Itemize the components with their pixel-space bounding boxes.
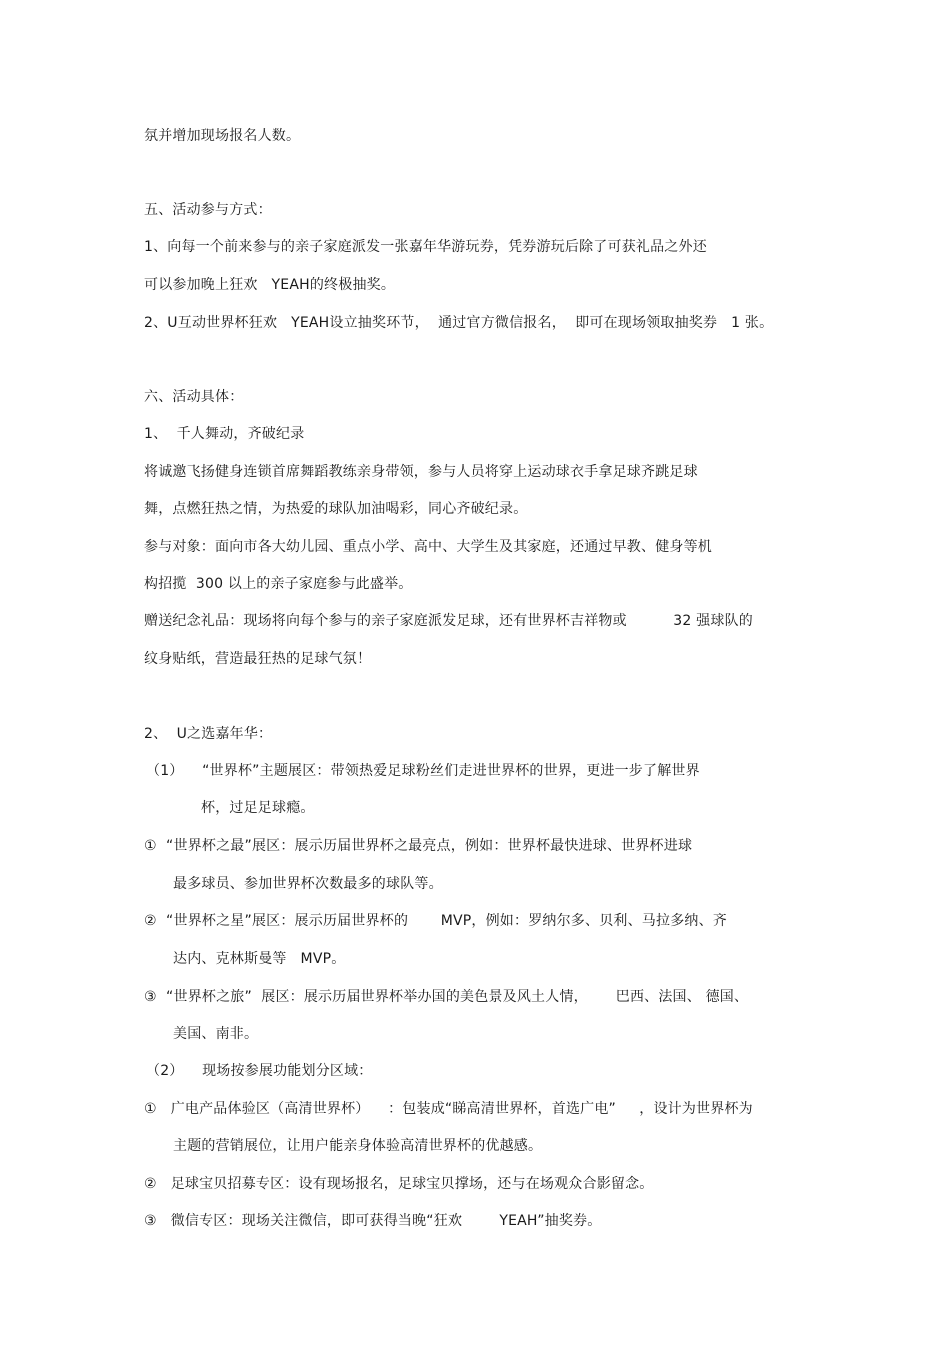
text-line: 舞，点燃狂热之情，为热爱的球队加油喝彩，同心齐破纪录。	[144, 501, 528, 517]
text-line: 2、U互动世界杯狂欢 YEAH设立抽奖环节， 通过官方微信报名， 即可在现场领取抽奖券 1 张。	[144, 315, 774, 331]
text-line: 杯，过足足球瘾。	[201, 800, 315, 816]
text-line: ③ 微信专区：现场关注微信，即可获得当晚“狂欢 YEAH”抽奖券。	[144, 1213, 602, 1229]
text-line: ① “世界杯之最”展区：展示历届世界杯之最亮点，例如：世界杯最快进球、世界杯进球	[144, 838, 693, 854]
section-heading: 五、活动参与方式：	[144, 202, 272, 218]
text-line: 纹身贴纸，营造最狂热的足球气氛！	[144, 651, 372, 667]
section-heading: 六、活动具体：	[144, 389, 244, 405]
text-line: 赠送纪念礼品：现场将向每个参与的亲子家庭派发足球，还有世界杯吉祥物或 32 强球队的	[144, 613, 753, 629]
text-line: 氛并增加现场报名人数。	[144, 128, 301, 144]
text-line: （2） 现场按参展功能划分区域：	[146, 1063, 373, 1079]
text-line: 参与对象：面向市各大幼儿园、重点小学、高中、大学生及其家庭，还通过早教、健身等机	[144, 539, 712, 555]
text-line: 达内、克林斯曼等 MVP。	[173, 951, 346, 967]
text-line: ② “世界杯之星”展区：展示历届世界杯的 MVP，例如：罗纳尔多、贝利、马拉多纳、齐	[144, 913, 728, 929]
subsection-heading: 1、 千人舞动，齐破纪录	[144, 426, 305, 442]
subsection-heading: 2、 U之选嘉年华：	[144, 726, 273, 742]
text-line: 将诚邀飞扬健身连锁首席舞蹈教练亲身带领，参与人员将穿上运动球衣手拿足球齐跳足球	[144, 464, 698, 480]
text-line: （1） “世界杯”主题展区：带领热爱足球粉丝们走进世界杯的世界，更进一步了解世界	[146, 763, 700, 779]
text-line: ② 足球宝贝招募专区：设有现场报名，足球宝贝撑场，还与在场观众合影留念。	[144, 1176, 654, 1192]
text-line: 最多球员、参加世界杯次数最多的球队等。	[173, 876, 443, 892]
text-line: ③ “世界杯之旅” 展区：展示历届世界杯举办国的美色景及风土人情， 巴西、法国、 德国、	[144, 989, 749, 1005]
text-line: 可以参加晚上狂欢 YEAH的终极抽奖。	[144, 277, 396, 293]
text-line: 构招揽 300 以上的亲子家庭参与此盛举。	[144, 576, 413, 592]
text-line: ① 广电产品体验区（高清世界杯） ：包装成“睇高清世界杯，首选广电” ，设计为世界杯为	[144, 1101, 753, 1117]
text-line: 主题的营销展位，让用户能亲身体验高清世界杯的优越感。	[173, 1138, 543, 1154]
text-line: 美国、南非。	[173, 1026, 259, 1042]
text-line: 1、向每一个前来参与的亲子家庭派发一张嘉年华游玩券，凭券游玩后除了可获礼品之外还	[144, 239, 707, 255]
